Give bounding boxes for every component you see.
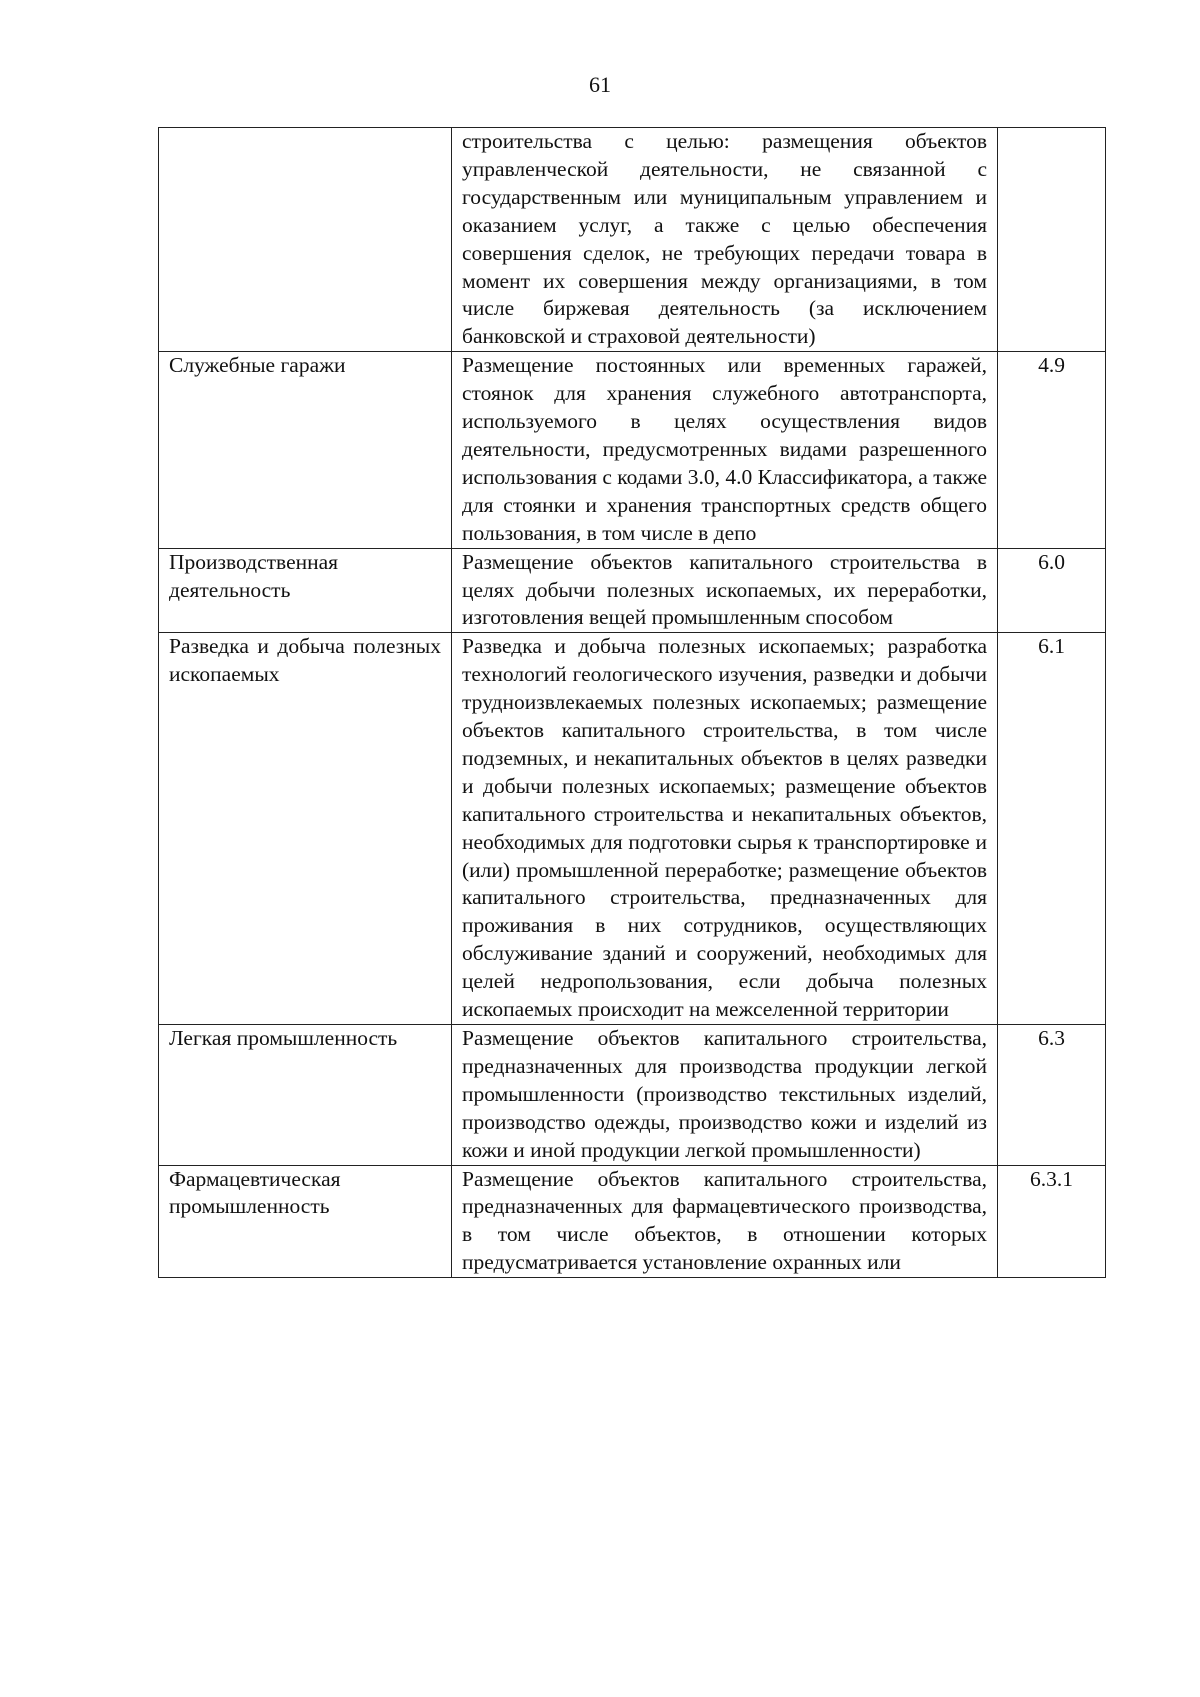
table-row — [159, 352, 1106, 548]
use-code-cell: 6.3.1 — [998, 1165, 1106, 1278]
use-name-cell: Производственная деятельность — [159, 548, 452, 633]
use-code-cell: 4.9 — [998, 352, 1106, 548]
use-name-cell: Легкая промышленность — [159, 1025, 452, 1166]
table-row — [159, 1025, 1106, 1166]
page-number: 61 — [589, 72, 611, 97]
use-code-cell: 6.0 — [998, 548, 1106, 633]
use-name-cell: Фармацевтическая промышленность — [159, 1165, 452, 1278]
use-code-cell: 6.3 — [998, 1025, 1106, 1166]
table-row — [159, 548, 1106, 633]
table-row — [159, 1165, 1106, 1278]
use-name-cell: Служебные гаражи — [159, 352, 452, 548]
use-description-cell: Размещение объектов капитального строительства в целях добычи полезных ископаемых, их переработки, изготовления вещей промышленным способом — [452, 548, 998, 633]
use-description-cell: Разведка и добыча полезных ископаемых; разработка технологий геологического изучения, разведки и добычи трудноизвлекаемых полезных ископаемых; размещение объектов капитального строительства, в том числе подземных, и некапитальных объектов в целях разведки и добычи полезных ископаемых; размещение объектов капитального строительства и некапитальных объектов, необходимых для подготовки сырья к транспортировке и (или) промышленной переработке; размещение объектов капитального строительства, предназначенных для проживания в них сотрудников, осуществляющих обслуживание зданий и сооружений, необходимых для целей недропользования, если добыча полезных ископаемых происходит на межселенной территории — [452, 633, 998, 1025]
use-name-cell: Разведка и добыча полезных ископаемых — [159, 633, 452, 1025]
use-description-cell: Размещение объектов капитального строительства, предназначенных для фармацевтического производства, в том числе объектов, в отношении которых предусматривается установление охранных или — [452, 1165, 998, 1278]
use-description-cell: строительства с целью: размещения объектов управленческой деятельности, не связанной с государственным или муниципальным управлением и оказанием услуг, а также с целью обеспечения совершения сделок, не требующих передачи товара в момент их совершения между организациями, в том числе биржевая деятельность (за исключением банковской и страховой деятельности) — [452, 128, 998, 352]
use-description-cell: Размещение постоянных или временных гаражей, стоянок для хранения служебного автотранспорта, используемого в целях осуществления видов деятельности, предусмотренных видами разрешенного использования с кодами 3.0, 4.0 Классификатора, а также для стоянки и хранения транспортных средств общего пользования, в том числе в депо — [452, 352, 998, 548]
land-use-table — [158, 127, 1106, 1278]
use-name-cell — [159, 128, 452, 352]
use-description-cell: Размещение объектов капитального строительства, предназначенных для производства продукции легкой промышленности (производство текстильных изделий, производство одежды, производство кожи и изделий из кожи и иной продукции легкой промышленности) — [452, 1025, 998, 1166]
use-code-cell: 6.1 — [998, 633, 1106, 1025]
use-code-cell — [998, 128, 1106, 352]
table-row — [159, 633, 1106, 1025]
table-row — [159, 128, 1106, 352]
